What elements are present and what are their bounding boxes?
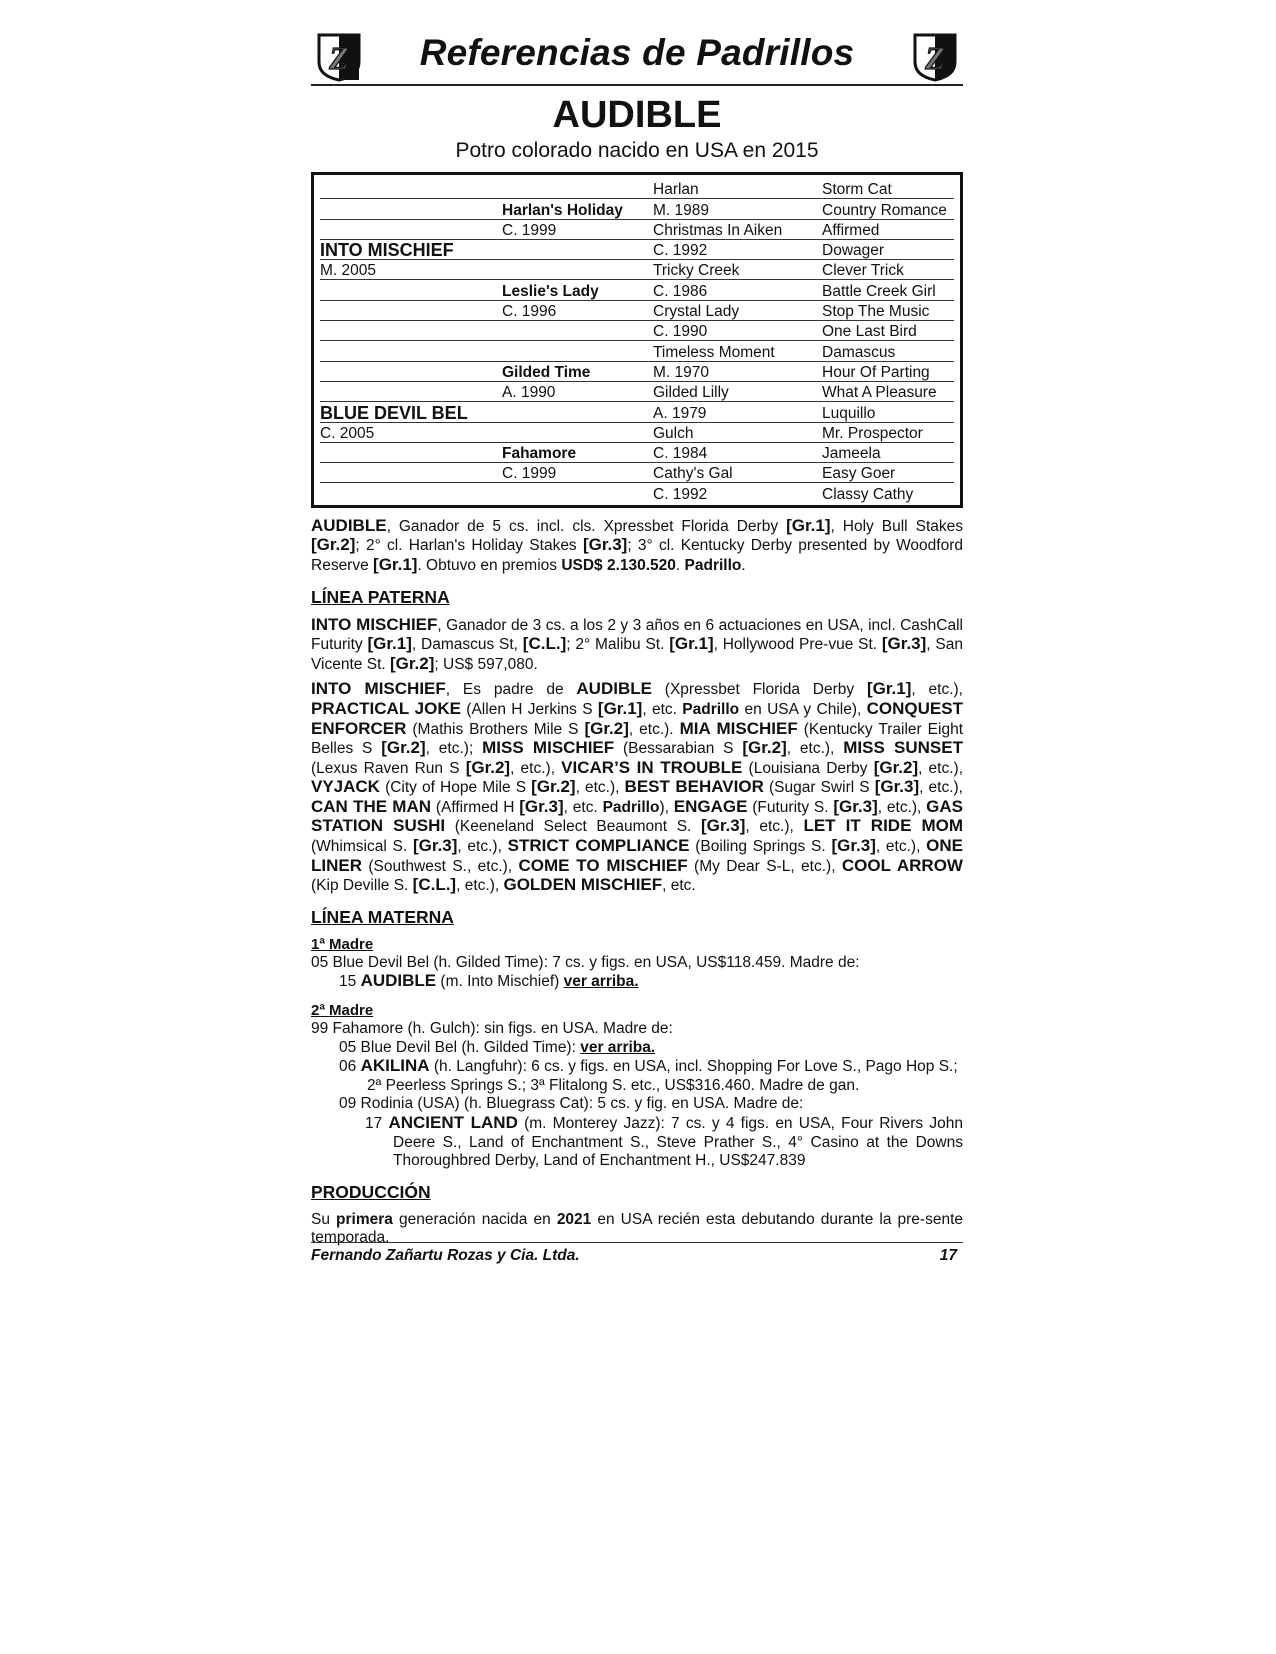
pedigree-cell: C. 1990 (653, 323, 708, 341)
text-run: , etc.), (918, 759, 964, 777)
pedigree-cell: Harlan's Holiday (502, 201, 623, 219)
text-run: , Es padre de (445, 681, 577, 699)
pedigree-cell: Country Romance (822, 201, 947, 219)
grade-label: [Gr.3] (701, 816, 746, 836)
grade-label: [C.L.] (412, 875, 457, 895)
pedigree-cell: M. 1989 (653, 201, 710, 219)
madre-2-grand-offspring: 17 ANCIENT LAND (m. Monterey Jazz): 7 cs. y 4 figs. en USA, Four Rivers John Deere S., Land of Enchantment S., Steve Prather S., 4° Casino at the Downs Thoroughbred Derby, Land of Enchantment H., US$247.839 (365, 1113, 963, 1170)
text-run: , etc.), (877, 798, 927, 816)
text-run: , etc.), (786, 740, 844, 758)
pedigree-row (320, 362, 954, 382)
offspring-name: ONE LINER (311, 836, 963, 875)
text-run: , etc. (563, 798, 603, 816)
pedigree-cell: C. 1992 (653, 242, 708, 260)
text-run: (Kip Deville S. (311, 877, 413, 895)
pedigree-cell: C. 1986 (653, 282, 708, 300)
offspring-name: BEST BEHAVIOR (624, 777, 764, 797)
svg-text:Z: Z (329, 40, 349, 76)
paterna-paragraph-2 (311, 680, 963, 896)
text-run: , etc.); (425, 740, 483, 758)
pedigree-row (320, 402, 954, 422)
madre-2-line: 99 Fahamore (h. Gulch): sin figs. en USA. Madre de: (311, 1020, 673, 1038)
pedigree-cell: Harlan (653, 181, 699, 199)
text-run: (Kentucky Trailer Eight Belles S (311, 720, 963, 758)
pedigree-cell: Gulch (653, 424, 694, 442)
page-number: 17 (939, 1247, 957, 1264)
pedigree-cell: BLUE DEVIL BEL (320, 402, 468, 423)
text-run: ), (659, 798, 674, 816)
text-run: (City of Hope Mile S (379, 779, 532, 797)
pedigree-row (320, 321, 954, 341)
text-run: en USA y Chile), (739, 700, 867, 718)
intro-paragraph: AUDIBLE, Ganador de 5 cs. incl. cls. Xpressbet Florida Derby [Gr.1], Holy Bull Stakes [Gr.2]; 2° cl. Harlan's Holiday Stakes [Gr.3]; 3° cl. Kentucky Derby presented by Woodford Reserve [Gr.1]. Obtuvo en premios USD$ 2.130.520. Padrillo. (311, 515, 963, 574)
text-run: , etc.). (628, 720, 680, 738)
svg-text:Z: Z (925, 40, 945, 76)
pedigree-cell: Leslie's Lady (502, 282, 599, 300)
text-run: , etc.), (911, 681, 963, 699)
offspring-name: GAS STATION SUSHI (311, 796, 963, 836)
document-page (311, 28, 963, 1248)
offspring-name: VICAR’S IN TROUBLE (561, 757, 743, 777)
pedigree-cell: Hour Of Parting (822, 363, 930, 381)
offspring-name: MISS SUNSET (843, 738, 963, 758)
zr-logo-icon (910, 32, 960, 82)
grade-label: [Gr.2] (531, 777, 576, 797)
grade-label: [Gr.2] (381, 738, 426, 758)
text-run: (Affirmed H (431, 798, 520, 816)
pedigree-cell: C. 1999 (502, 465, 557, 483)
pedigree-cell: Crystal Lady (653, 303, 740, 321)
offspring-name: CAN THE MAN (311, 796, 432, 816)
grade-label: [Gr.2] (584, 718, 629, 738)
text-run: (Lexus Raven Run S (311, 759, 466, 777)
horse-name: AUDIBLE (552, 94, 722, 136)
offspring-name: PRACTICAL JOKE (311, 698, 461, 718)
pedigree-cell: Christmas In Aiken (653, 221, 783, 239)
text-run: (Futurity S. (747, 798, 834, 816)
madre-2-offspring-2: 06 AKILINA (h. Langfuhr): 6 cs. y figs. en USA, incl. Shopping For Love S., Pago Hop S.; 2ª Peerless Springs S.; 3ª Flitalong S. etc., US$316.460. Madre de gan. (339, 1056, 958, 1094)
pedigree-cell: C. 2005 (320, 424, 375, 442)
text-run: (Allen H Jerkins S (460, 700, 598, 718)
offspring-name: CONQUEST ENFORCER (311, 698, 963, 738)
text-run: , etc.), (456, 877, 504, 895)
pedigree-cell: Storm Cat (822, 181, 892, 199)
text-run: (Xpressbet Florida Derby (651, 681, 867, 699)
section-heading-materna: LÍNEA MATERNA (311, 906, 454, 927)
pedigree-row (320, 463, 954, 483)
pedigree-cell: M. 2005 (320, 262, 377, 280)
pedigree-cell: A. 1979 (653, 404, 707, 422)
grade-label: [Gr.3] (874, 777, 920, 797)
pedigree-cell: Cathy's Gal (653, 465, 733, 483)
pedigree-row (320, 341, 954, 361)
pedigree-row (320, 423, 954, 443)
offspring-name: COME TO MISCHIEF (518, 855, 688, 875)
madre-1-line: 05 Blue Devil Bel (h. Gilded Time): 7 cs. y figs. en USA, US$118.459. Madre de: (311, 953, 860, 971)
pedigree-row (320, 240, 954, 260)
text-run: (Louisiana Derby (742, 759, 874, 777)
grade-label: [Gr.1] (597, 698, 643, 718)
pedigree-row (320, 443, 954, 463)
grade-label: [Gr.2] (873, 757, 919, 777)
grade-label: [Gr.2] (742, 738, 787, 758)
text-run: , etc.), (575, 779, 625, 797)
pedigree-cell: What A Pleasure (822, 384, 937, 402)
pedigree-cell: One Last Bird (822, 323, 917, 341)
grade-label: [Gr.3] (831, 836, 876, 856)
produccion-paragraph: Su primera generación nacida en 2021 en USA recién esta debutando durante la pre-sente temporada. (311, 1210, 964, 1247)
pedigree-cell: Timeless Moment (653, 343, 775, 361)
pedigree-cell: Damascus (822, 343, 896, 361)
offspring-name: COOL ARROW (841, 855, 963, 875)
text-run: , etc.), (919, 779, 963, 797)
pedigree-row (320, 280, 954, 300)
pedigree-row (320, 382, 954, 402)
pedigree-cell: Classy Cathy (822, 485, 914, 503)
pedigree-cell: INTO MISCHIEF (320, 240, 454, 261)
padrillo-label: Padrillo (602, 798, 660, 816)
section-heading-produccion: PRODUCCIÓN (311, 1181, 431, 1202)
pedigree-cell: Gilded Time (502, 363, 591, 381)
offspring-name: ENGAGE (673, 796, 748, 816)
pedigree-cell: Stop The Music (822, 303, 930, 321)
pedigree-cell: A. 1990 (502, 384, 556, 402)
text-run: (Boiling Springs S. (689, 838, 832, 856)
text-run: , etc.), (510, 759, 562, 777)
footer-company: Fernando Zañartu Rozas y Cia. Ltda. (311, 1247, 580, 1264)
text-run: , etc.), (745, 818, 804, 836)
pedigree-cell: C. 1992 (653, 485, 708, 503)
offspring-name: INTO MISCHIEF (311, 679, 446, 699)
offspring-name: VYJACK (311, 777, 380, 797)
pedigree-row (320, 199, 954, 219)
offspring-name: GOLDEN MISCHIEF (503, 875, 663, 895)
padrillo-label: Padrillo (682, 700, 740, 718)
pedigree-cell: C. 1999 (502, 221, 557, 239)
madre-1-label: 1ª Madre (311, 935, 374, 953)
offspring-name: STRICT COMPLIANCE (507, 836, 690, 856)
pedigree-cell: C. 1984 (653, 445, 708, 463)
madre-1-offspring: 15 AUDIBLE (m. Into Mischief) ver arriba. (339, 971, 639, 991)
pedigree-cell: Battle Creek Girl (822, 282, 936, 300)
pedigree-row (320, 260, 954, 280)
pedigree-cell: Clever Trick (822, 262, 904, 280)
ver-arriba-link[interactable]: ver arriba. (580, 1038, 656, 1056)
offspring-name: MISS MISCHIEF (482, 738, 615, 758)
grade-label: [Gr.1] (866, 679, 912, 699)
pedigree-row (320, 220, 954, 240)
pedigree-cell: Tricky Creek (653, 262, 740, 280)
text-run: (Keeneland Select Beaumont S. (445, 818, 701, 836)
grade-label: [Gr.3] (519, 796, 564, 816)
text-run: (Sugar Swirl S (763, 779, 875, 797)
pedigree-cell: Luquillo (822, 404, 876, 422)
pedigree-cell: Easy Goer (822, 465, 896, 483)
pedigree-row (320, 179, 954, 199)
page-header (311, 28, 963, 86)
offspring-name: AUDIBLE (576, 679, 652, 699)
grade-label: [Gr.3] (833, 796, 878, 816)
text-run: , etc. (662, 877, 696, 895)
pedigree-row (320, 301, 954, 321)
pedigree-cell: M. 1970 (653, 363, 710, 381)
page-footer (311, 1242, 963, 1265)
pedigree-cell: Fahamore (502, 445, 577, 463)
text-run: , etc.), (875, 838, 927, 856)
page-title: Referencias de Padrillos (419, 32, 855, 73)
madre-2-offspring-1: 05 Blue Devil Bel (h. Gilded Time): ver arriba. (339, 1038, 656, 1056)
text-run: (Mathis Brothers Mile S (406, 720, 585, 738)
text-run: , etc. (642, 700, 683, 718)
pedigree-cell: Affirmed (822, 221, 880, 239)
pedigree-cell: Jameela (822, 445, 881, 463)
madre-2-offspring-3: 09 Rodinia (USA) (h. Bluegrass Cat): 5 cs. y fig. en USA. Madre de: (339, 1095, 804, 1113)
offspring-name: LET IT RIDE MOM (803, 816, 964, 836)
horse-subtitle: Potro colorado nacido en USA en 2015 (455, 139, 819, 162)
pedigree-table (311, 172, 963, 508)
pedigree-cell: Mr. Prospector (822, 424, 923, 442)
paterna-paragraph-1: INTO MISCHIEF, Ganador de 3 cs. a los 2 y 3 años en 6 actuaciones en USA, incl. CashCall Futurity [Gr.1], Damascus St, [C.L.]; 2° Malibu St. [Gr.1], Hollywood Pre-vue St. [Gr.3], San Vicente St. [Gr.2]; US$ 597,080. (311, 614, 963, 673)
text-run: (Bessarabian S (614, 740, 743, 758)
section-heading-paterna: LÍNEA PATERNA (311, 586, 450, 607)
grade-label: [Gr.2] (465, 757, 511, 777)
offspring-name: MIA MISCHIEF (679, 718, 798, 738)
text-run: (Whimsical S. (311, 838, 413, 856)
madre-2-label: 2ª Madre (311, 1002, 374, 1020)
pedigree-row (320, 483, 954, 502)
pedigree-cell: Gilded Lilly (653, 384, 729, 402)
text-run: , etc.), (457, 838, 508, 856)
pedigree-cell: Dowager (822, 242, 885, 260)
text-run: (Southwest S., etc.), (362, 857, 519, 875)
ver-arriba-link[interactable]: ver arriba. (563, 973, 639, 991)
grade-label: [Gr.3] (412, 836, 458, 856)
text-run: (My Dear S-L, etc.), (687, 857, 842, 875)
pedigree-cell: C. 1996 (502, 303, 557, 321)
